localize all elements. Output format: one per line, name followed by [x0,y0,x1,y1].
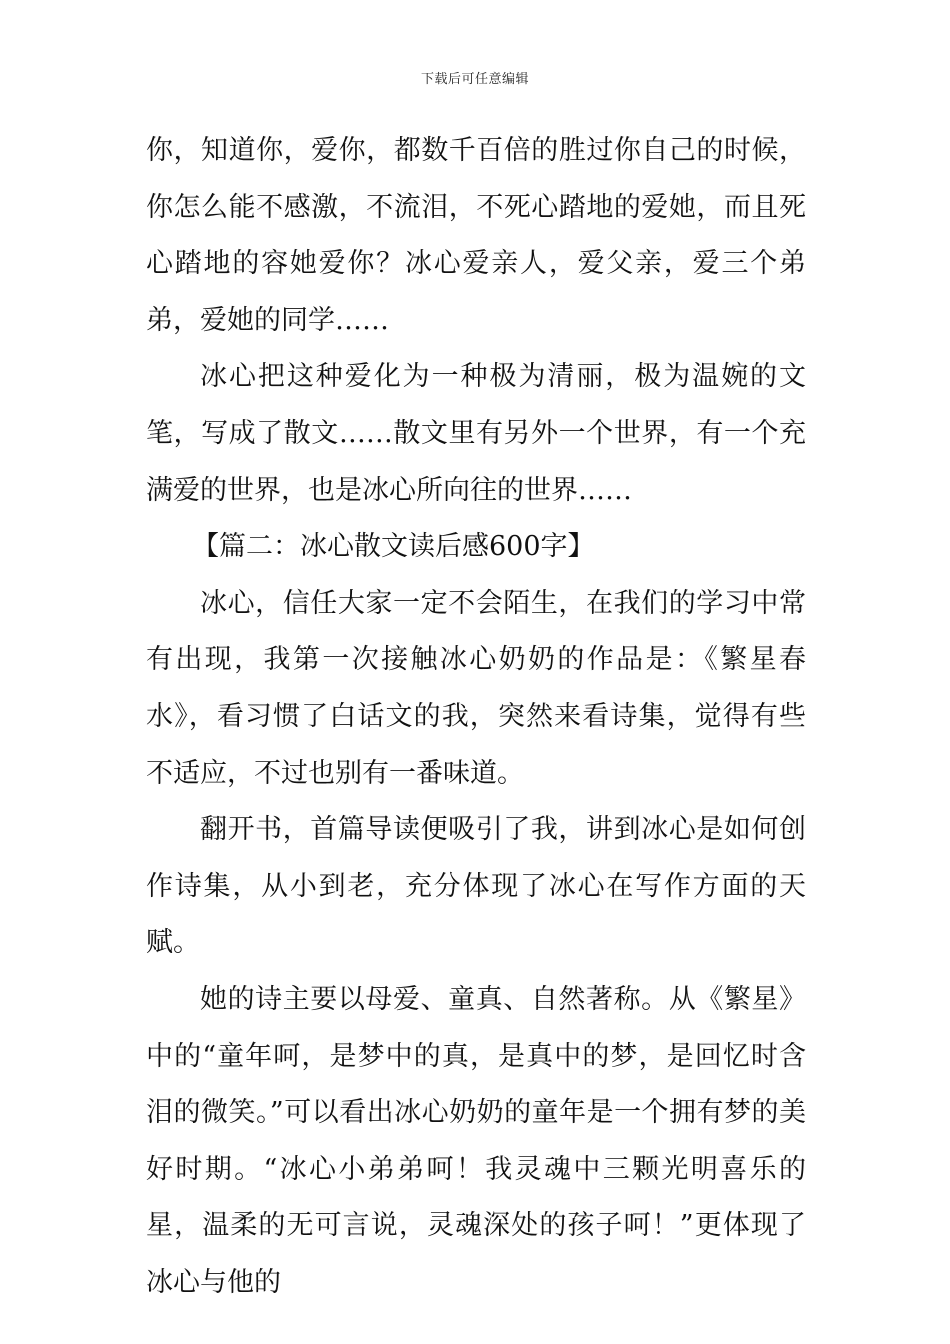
paragraph-3: 冰心，信任大家一定不会陌生，在我们的学习中常有出现，我第一次接触冰心奶奶的作品是：《繁星春水》，看习惯了白话文的我，突然来看诗集，觉得有些不适应，不过也别有一番味道。 [146,587,806,789]
document-body [146,123,806,1311]
paragraph-4: 翻开书，首篇导读便吸引了我，讲到冰心是如何创作诗集，从小到老，充分体现了冰心在写作方面的天赋。 [146,814,806,959]
section-heading: 【篇二：冰心散文读后感600字】 [192,531,595,563]
paragraph-2: 冰心把这种爱化为一种极为清丽，极为温婉的文笔，写成了散文……散文里有另外一个世界，有一个充满爱的世界，也是冰心所向往的世界…… [146,361,806,506]
paragraph-5: 她的诗主要以母爱、童真、自然著称。从《繁星》中的“童年呵，是梦中的真，是真中的梦，是回忆时含泪的微笑。”可以看出冰心奶奶的童年是一个拥有梦的美好时期。“冰心小弟弟呵！我灵魂中三颗光明喜乐的星，温柔的无可言说，灵魂深处的孩子呵！”更体现了冰心与他的 [146,983,806,1298]
header-note: 下载后可任意编辑 [420,72,529,87]
paragraph-continuation: 你，知道你，爱你，都数千百倍的胜过你自己的时候，你怎么能不感激，不流泪，不死心踏地的爱她，而且死心踏地的容她爱你？冰心爱亲人，爱父亲，爱三个弟弟，爱她的同学…… [146,135,806,336]
